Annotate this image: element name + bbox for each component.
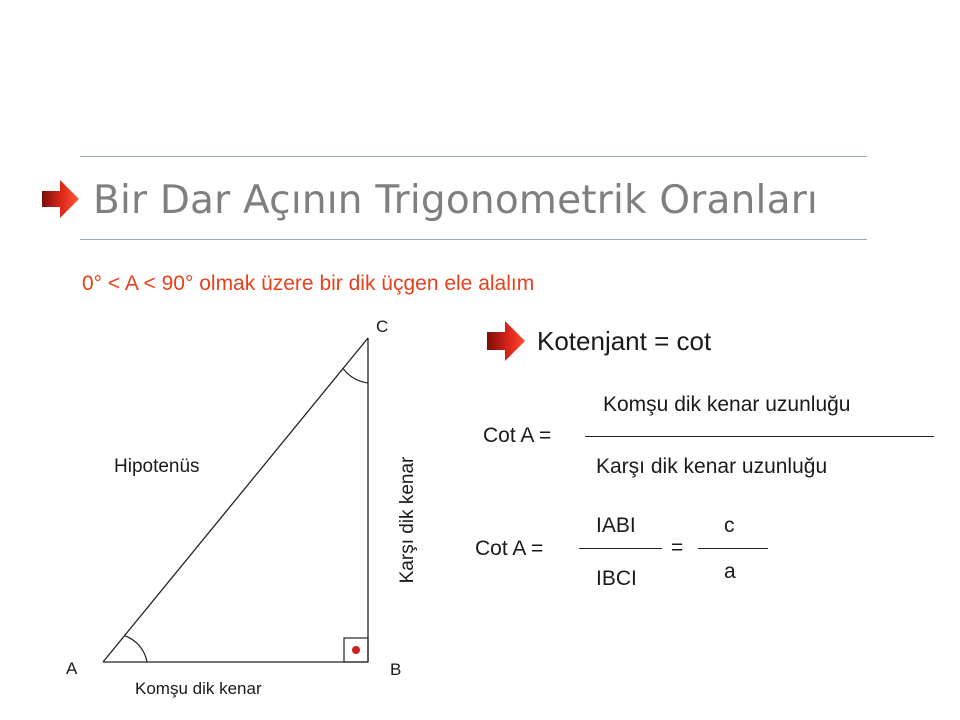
vertex-b-label: B [390,660,402,679]
formula1-denominator: Karşı dik kenar uzunluğu [596,455,828,478]
vertex-c-label: C [376,317,389,336]
page-title: Bir Dar Açının Trigonometrik Oranları [93,178,818,223]
formula2-lhs: Cot A = [475,537,544,560]
formula2-denominator: IBCI [596,567,637,590]
title-arrow-icon [42,180,79,218]
adjacent-side-label: Komşu dik kenar [135,679,262,698]
formula1-fraction-bar [585,436,934,437]
hypotenuse-label: Hipotenüs [114,456,200,477]
formula2-denominator2: a [724,560,736,583]
formula2-numerator: IABI [596,514,636,537]
kotenjant-arrow-icon [487,321,525,361]
subtitle: 0° < A < 90° olmak üzere bir dik üçgen ele alalım [82,272,535,295]
angle-a-arc [125,636,148,662]
formula1-numerator: Komşu dik kenar uzunluğu [603,393,851,416]
opposite-side-label: Karşı dik kenar [397,456,418,584]
right-triangle [103,338,368,662]
formula2-fraction-bar [579,548,662,549]
angle-c-arc [343,369,368,384]
right-angle-dot [352,646,360,654]
vertex-a-label: A [66,659,78,678]
formula1-lhs: Cot A = [483,424,552,447]
side-ac-hypotenuse [103,338,368,662]
formula2-fraction-bar2 [698,548,768,549]
formula2-numerator2: c [724,514,735,537]
kotenjant-heading: Kotenjant = cot [537,326,712,356]
formula2-equals: = [671,536,684,559]
